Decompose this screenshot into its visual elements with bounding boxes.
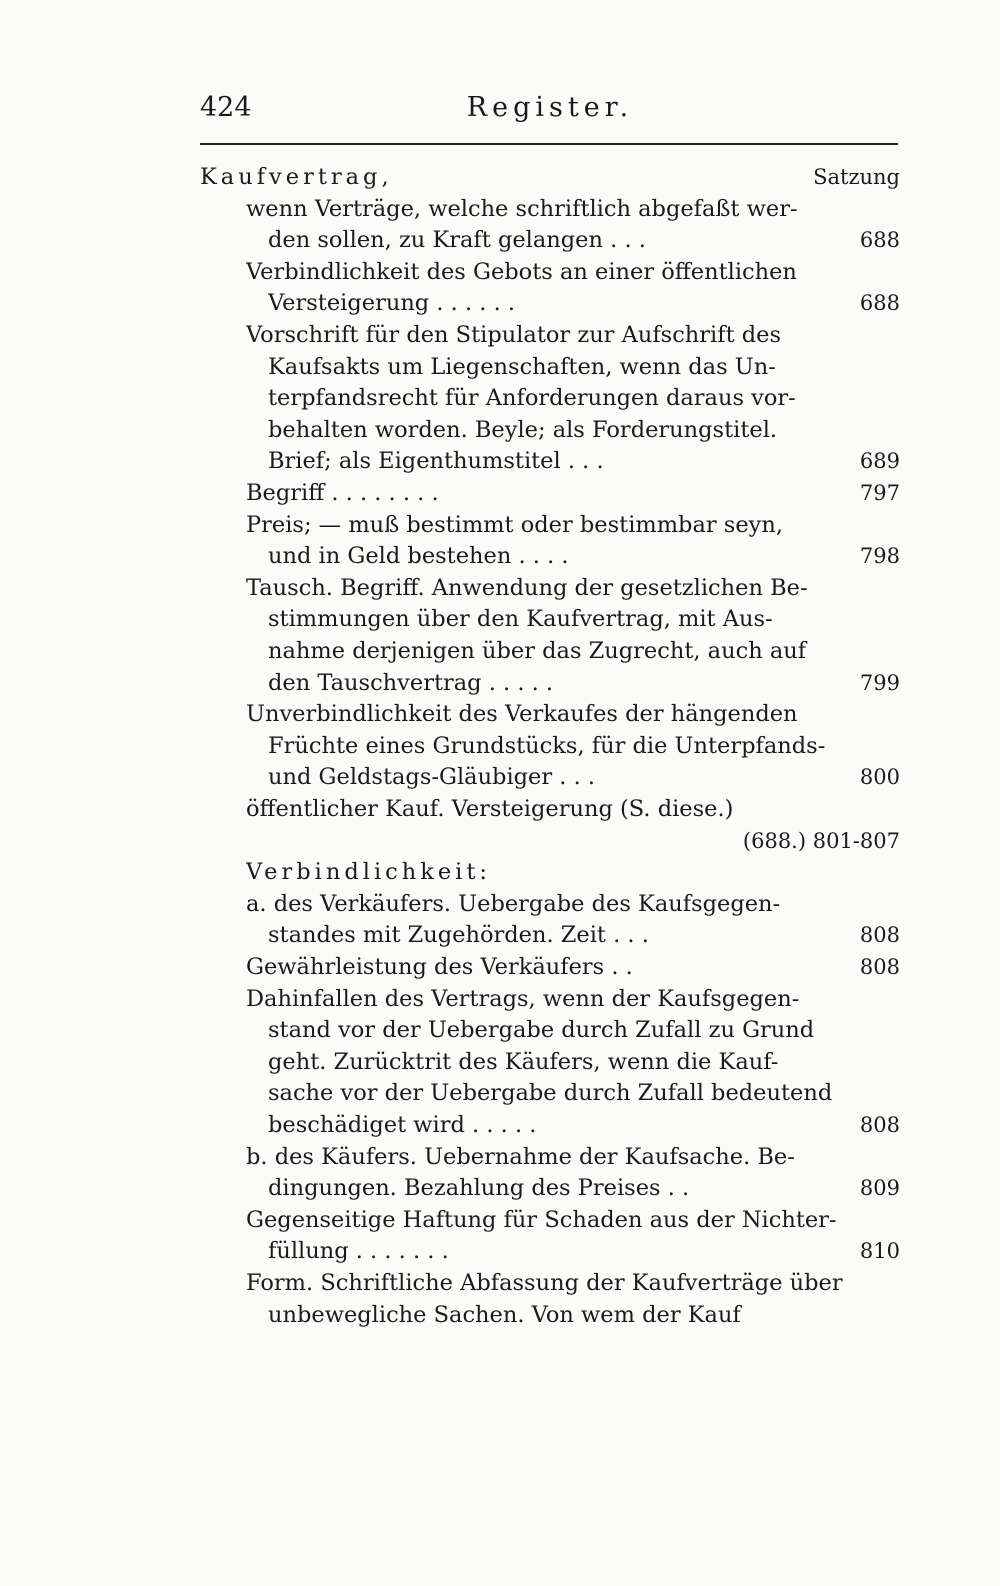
register-line <box>246 508 900 542</box>
entry-text: Vorschrift für den Stipulator zur Aufschrift des <box>246 322 782 348</box>
entry-text: öffentlicher Kauf. Versteigerung (S. diese.) <box>246 796 734 822</box>
entry-text: den sollen, zu Kraft gelangen . . . <box>268 227 646 254</box>
register-line <box>268 1298 900 1332</box>
entry-text: unbewegliche Sachen. Von wem der Kauf <box>268 1301 741 1328</box>
entry-text: Kaufsakts um Liegenschaften, wenn das Un- <box>268 353 776 380</box>
entry-text: Begriff . . . . . . . . <box>246 480 439 506</box>
entry-text: dingungen. Bezahlung des Preises . . <box>268 1175 690 1202</box>
register-line <box>268 1013 900 1047</box>
entry-text: Gegenseitige Haftung für Schaden aus der Nichter- <box>246 1206 837 1233</box>
entry-text: a. des Verkäufers. Uebergabe des Kaufsgegen- <box>246 890 781 917</box>
register-line <box>246 571 900 605</box>
register-line <box>268 413 900 447</box>
register-line <box>246 697 900 731</box>
entry-page-ref: 798 <box>859 544 900 569</box>
entry-page-ref: 808 <box>859 923 900 948</box>
entry-text: Früchte eines Grundstücks, für die Unterpfands- <box>268 732 826 759</box>
entry-text: füllung . . . . . . . <box>268 1238 449 1265</box>
entry-text: behalten worden. Beyle; als Forderungstitel. <box>268 416 778 443</box>
entry-page-ref: (688.) 801-807 <box>742 828 900 853</box>
register-line <box>268 1045 900 1079</box>
register-line <box>246 982 900 1016</box>
entry-text: Preis; — muß bestimmt oder bestimmbar seyn, <box>246 511 784 538</box>
register-line <box>268 1076 900 1110</box>
register-line <box>200 160 900 194</box>
entry-text: b. des Käufers. Uebernahme der Kaufsache. Be- <box>246 1143 795 1170</box>
entry-text: standes mit Zugehörden. Zeit . . . <box>268 922 649 949</box>
entry-text: Unverbindlichkeit des Verkaufes der hängenden <box>246 701 798 728</box>
entry-page-ref: 799 <box>859 670 900 695</box>
entry-text: nahme derjenigen über das Zugrecht, auch auf <box>268 638 807 664</box>
entry-page-ref: 688 <box>859 291 900 316</box>
entry-text: Dahinfallen des Vertrags, wenn der Kaufsgegen- <box>246 985 800 1012</box>
entry-text: Versteigerung . . . . . . <box>268 290 516 317</box>
register-line <box>246 255 900 289</box>
register-line <box>268 760 900 794</box>
register-line <box>268 1234 900 1268</box>
header-rule <box>200 143 898 145</box>
register-line <box>268 729 900 763</box>
page-title: Register. <box>466 92 634 123</box>
page-header <box>200 92 900 132</box>
entry-text: Verbindlichkeit des Gebots an einer öffentlichen <box>246 258 797 285</box>
register-line <box>246 476 900 510</box>
register-line <box>268 666 900 700</box>
register-line <box>268 444 900 478</box>
register-line <box>268 381 900 415</box>
entry-text: Kaufvertrag, <box>200 164 393 190</box>
entry-text: Tausch. Begriff. Anwendung der gesetzlichen Be- <box>246 574 808 601</box>
entry-text: und Geldstags-Gläubiger . . . <box>268 764 596 791</box>
register-line <box>268 286 900 320</box>
entry-page-ref: 800 <box>859 765 900 790</box>
register-line <box>268 634 900 668</box>
entry-text: Gewährleistung des Verkäufers . . <box>246 954 633 980</box>
entry-page-ref: 808 <box>859 1113 900 1137</box>
register-line <box>246 1266 900 1300</box>
register-line <box>268 539 900 573</box>
page-number: 424 <box>200 92 252 123</box>
entry-page-ref: 688 <box>859 228 900 253</box>
entry-text: Brief; als Eigenthumstitel . . . <box>268 448 604 475</box>
register-line <box>268 602 900 636</box>
register-line <box>246 855 900 889</box>
entry-text: terpfandsrecht für Anforderungen daraus vor- <box>268 385 796 412</box>
register-line <box>246 950 900 984</box>
entry-page-ref: Satzung <box>813 165 900 189</box>
entry-text: stand vor der Uebergabe durch Zufall zu Grund <box>268 1017 815 1044</box>
register-line <box>268 918 900 952</box>
entry-text: beschädiget wird . . . . . <box>268 1112 537 1138</box>
entry-text: und in Geld bestehen . . . . <box>268 543 569 570</box>
register-line <box>268 223 900 257</box>
register-line <box>246 1140 900 1174</box>
register-line <box>246 318 900 352</box>
entry-page-ref: 689 <box>859 449 900 474</box>
entry-text: den Tauschvertrag . . . . . <box>268 669 554 696</box>
entry-text: geht. Zurücktrit des Käufers, wenn die Kauf- <box>268 1048 779 1075</box>
entry-text: Verbindlichkeit: <box>246 859 491 886</box>
entry-text: Form. Schriftliche Abfassung der Kaufverträge über <box>246 1270 843 1296</box>
entry-page-ref: 808 <box>859 955 900 979</box>
entry-page-ref: 810 <box>859 1239 900 1264</box>
register-line <box>268 350 900 384</box>
entry-text: wenn Verträge, welche schriftlich abgefaßt wer- <box>246 195 798 222</box>
register-line <box>268 1171 900 1205</box>
entry-page-ref: 797 <box>859 481 900 505</box>
entry-page-ref: 809 <box>859 1176 900 1201</box>
register-line <box>246 1203 900 1237</box>
entry-text: stimmungen über den Kaufvertrag, mit Aus- <box>268 606 773 633</box>
register-line <box>246 824 900 858</box>
entry-text: sache vor der Uebergabe durch Zufall bedeutend <box>268 1080 833 1107</box>
register-line <box>246 887 900 921</box>
register-line <box>246 192 900 226</box>
register-line <box>246 792 900 826</box>
register-line <box>268 1108 900 1142</box>
